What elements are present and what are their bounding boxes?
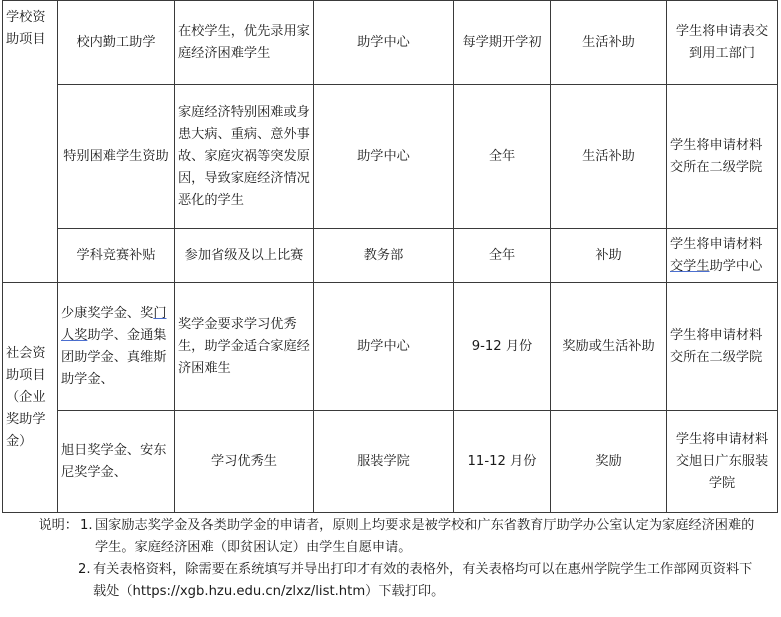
project-name-text: 助学、金通集团助学金、真维斯助学金、 [61, 327, 167, 387]
target-cell: 家庭经济特别困难或身患大病、重病、意外事故、家庭灾祸等突发原因，导致家庭经济情况恶化的学生 [175, 85, 314, 229]
target-cell: 参加省级及以上比赛 [175, 229, 314, 283]
project-name-cell: 特别困难学生资助 [58, 85, 175, 229]
project-name-cell [58, 283, 175, 411]
project-name-cell: 校内勤工助学 [58, 1, 175, 85]
note-number: 1. [80, 518, 93, 533]
type-cell: 生活补助 [551, 1, 667, 85]
note-text: 国家励志奖学金及各类助学金的申请者，原则上均要求是被学校和广东省教育厅助学办公室认定为家庭经济困难的学生。家庭经济困难（即贫困认定）由学生自愿申请。 [95, 518, 755, 555]
time-cell: 全年 [454, 85, 551, 229]
time-cell: 11-12 月份 [454, 411, 551, 513]
time-cell: 全年 [454, 229, 551, 283]
notes-section [0, 515, 781, 603]
type-cell: 奖励或生活补助 [551, 283, 667, 411]
department-cell: 助学中心 [314, 85, 454, 229]
submit-text-underlined: 交学生 [670, 258, 710, 274]
submit-text: 学生将申请材料 [670, 236, 763, 252]
target-cell: 学习优秀生 [175, 411, 314, 513]
department-cell: 教务部 [314, 229, 454, 283]
type-cell: 补助 [551, 229, 667, 283]
submit-cell: 学生将申请材料交所在二级学院 [667, 283, 778, 411]
note-item [78, 559, 781, 603]
submit-cell: 学生将申请材料交旭日广东服装学院 [667, 411, 778, 513]
submit-cell: 学生将申请材料交所在二级学院 [667, 85, 778, 229]
table-row [3, 411, 778, 513]
note-item [0, 515, 781, 559]
project-name-underlined: 门 [153, 305, 167, 321]
time-cell: 9-12 月份 [454, 283, 551, 411]
type-cell: 生活补助 [551, 85, 667, 229]
project-name-cell: 旭日奖学金、安东尼奖学金、 [58, 411, 175, 513]
type-cell: 奖励 [551, 411, 667, 513]
table-row [3, 229, 778, 283]
target-cell: 在校学生，优先录用家庭经济困难学生 [175, 1, 314, 85]
note-text: 有关表格资料，除需要在系统填写并导出打印才有效的表格外，有关表格均可以在惠州学院学生工作部网页资料下载处（https://xgb.hzu.edu.cn/zlxz/list.htm）下载打印。 [93, 562, 753, 599]
submit-cell [667, 229, 778, 283]
project-name-text: 少康奖学金、奖 [61, 305, 154, 321]
project-name-underlined: 人奖 [61, 327, 88, 343]
funding-table [2, 0, 778, 513]
project-name-cell: 学科竞赛补贴 [58, 229, 175, 283]
department-cell: 助学中心 [314, 1, 454, 85]
department-cell: 助学中心 [314, 283, 454, 411]
notes-label: 说明： [38, 518, 78, 533]
table-row [3, 85, 778, 229]
submit-text: 助学中心 [709, 258, 763, 274]
category-cell: 学校资助项目 [3, 1, 58, 283]
time-cell: 每学期开学初 [454, 1, 551, 85]
target-cell: 奖学金要求学习优秀生，助学金适合家庭经济困难生 [175, 283, 314, 411]
submit-cell: 学生将申请表交到用工部门 [667, 1, 778, 85]
category-cell: 社会资助项目（企业奖助学金） [3, 283, 58, 513]
table-row [3, 283, 778, 411]
table-row [3, 1, 778, 85]
note-number: 2. [78, 562, 91, 577]
department-cell: 服装学院 [314, 411, 454, 513]
